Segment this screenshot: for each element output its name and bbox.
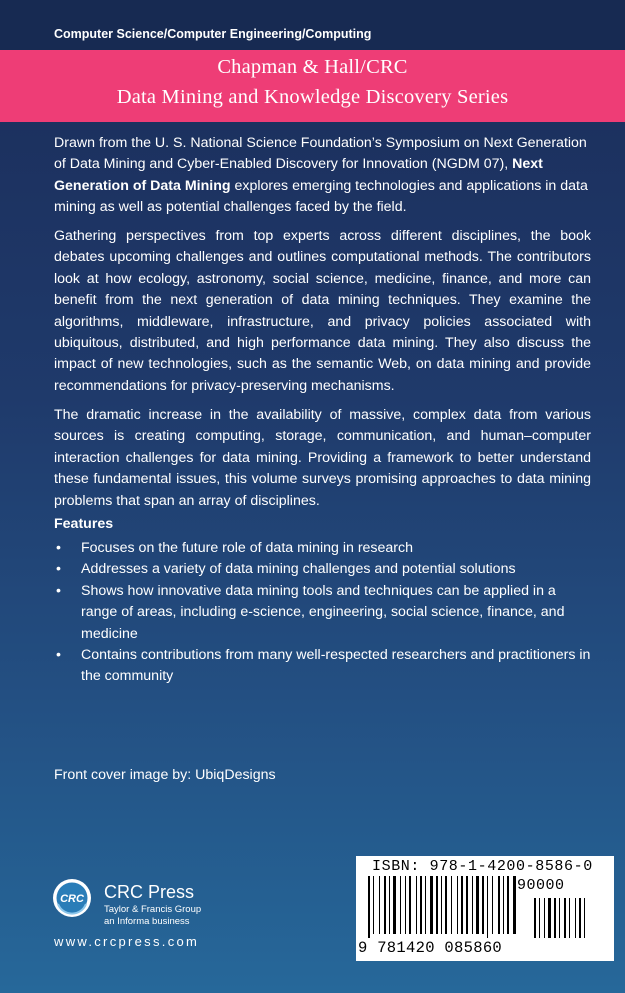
barcode-bar xyxy=(436,876,438,934)
isbn-label: ISBN: 978-1-4200-8586-0 xyxy=(372,858,593,875)
bullet-icon: • xyxy=(56,540,61,556)
barcode-bar xyxy=(393,876,396,934)
barcode-bar xyxy=(420,876,422,934)
barcode-addon-bar xyxy=(569,898,570,938)
bullet-icon: • xyxy=(56,582,61,599)
barcode-bar xyxy=(487,876,488,938)
barcode-bar xyxy=(405,876,406,934)
feature-item xyxy=(54,645,591,688)
description-paragraph-1 xyxy=(54,133,591,219)
barcode-bar xyxy=(498,876,500,934)
barcode-bar xyxy=(507,876,509,934)
barcode-bar xyxy=(451,876,452,934)
feature-text: Focuses on the future role of data mining in research xyxy=(81,540,414,556)
barcode-bar xyxy=(430,876,433,934)
crc-emblem-text: CRC xyxy=(60,893,84,905)
barcode-addon-bar xyxy=(579,898,581,938)
features-heading: Features xyxy=(54,516,114,532)
barcode-bar xyxy=(513,876,516,934)
crc-emblem-icon xyxy=(52,878,92,918)
bullet-icon: • xyxy=(56,647,61,664)
barcode-bar xyxy=(373,876,374,934)
barcode-bar xyxy=(416,876,417,934)
feature-item xyxy=(54,559,591,580)
description-paragraph-2: Gathering perspectives from top experts across different disciplines, the book debates upcoming challenges and outlines computational methods. The contributors look at how ecology, astronomy, social science, medicine, finance, and more can benefit from the next generation of data mining techniques. They examine the algorithms, middleware, infrastructure, and privacy policies associated with ubiquitous, distributed, and high performance data mining. They also discuss the impact of new technologies, such as the semantic Web, on data mining and provide recommendations for privacy-preserving mechanisms. xyxy=(54,228,591,394)
price-code: 90000 xyxy=(517,877,565,894)
publisher-logo xyxy=(52,878,242,950)
series-publisher-line: Chapman & Hall/CRC xyxy=(217,56,408,78)
barcode-bar xyxy=(466,876,468,934)
barcode-bar xyxy=(441,876,442,934)
series-title-line: Data Mining and Knowledge Discovery Series xyxy=(116,86,509,108)
barcode-addon-bar xyxy=(564,898,566,938)
barcode-bar xyxy=(425,876,426,934)
barcode-bar xyxy=(400,876,401,934)
publisher-group: Taylor & Francis Group xyxy=(104,904,202,915)
barcode-bar xyxy=(379,876,380,934)
p1-lead: Drawn from the U. S. National Science Foundation’s Symposium on Next Generation of Data Mining and Cyber-Enabled Discovery for Innovation (NGDM 07), xyxy=(54,135,587,173)
barcode-addon-bar xyxy=(554,898,556,938)
feature-text: Addresses a variety of data mining challenges and potential solutions xyxy=(81,561,516,578)
bullet-icon: • xyxy=(56,561,61,578)
description-paragraph-3: The dramatic increase in the availability of massive, complex data from various sources is creating computing, storage, communication, and human–computer interaction challenges for data mining. Providing a framework to better understand these fundamental issues, this volume surveys promising approaches to data mining problems that span an array of disciplines. xyxy=(54,407,591,509)
features-list xyxy=(54,538,591,688)
barcode-bars xyxy=(368,876,608,940)
subject-category: Computer Science/Computer Engineering/Computing xyxy=(54,27,372,41)
feature-item xyxy=(54,581,591,645)
publisher-url: www.crcpress.com xyxy=(54,934,200,949)
barcode-bar xyxy=(445,876,447,934)
barcode-number: 9 781420 085860 xyxy=(358,939,503,957)
barcode-bar xyxy=(503,876,504,934)
barcode-bar xyxy=(389,876,390,934)
publisher-name: CRC Press xyxy=(104,882,195,902)
barcode-bar xyxy=(482,876,484,934)
publisher-parent: an Informa business xyxy=(104,916,190,927)
feature-text: Contains contributions from many well-respected researchers and practitioners in the community xyxy=(81,647,591,685)
barcode-addon-bar xyxy=(548,898,551,938)
barcode-bar xyxy=(492,876,493,934)
cover-image-credit: Front cover image by: UbiqDesigns xyxy=(54,767,276,783)
p1-tail: explores emerging technologies and applications in data mining as well as potential challenges faced by the field. xyxy=(54,177,588,216)
book-title-inline: Next Generation of Data Mining xyxy=(54,156,543,194)
feature-item xyxy=(54,538,591,559)
barcode-addon-bar xyxy=(539,898,540,938)
barcode-bar xyxy=(368,876,370,938)
barcode-addon-bar xyxy=(584,898,585,938)
barcode-bar xyxy=(476,876,479,934)
barcode-bar xyxy=(409,876,411,934)
barcode-addon-bar xyxy=(575,898,576,938)
barcode-bar xyxy=(472,876,473,934)
barcode-bar xyxy=(457,876,458,934)
barcode-addon-bar xyxy=(544,898,545,938)
barcode-bar xyxy=(384,876,386,934)
barcode-addon-bar xyxy=(559,898,560,938)
top-strip xyxy=(0,0,625,50)
barcode-addon-bar xyxy=(534,898,536,938)
barcode-bar xyxy=(461,876,463,934)
feature-text: Shows how innovative data mining tools and techniques can be applied in a range of areas, including e-science, engineering, social science, finance, and medicine xyxy=(81,582,565,642)
